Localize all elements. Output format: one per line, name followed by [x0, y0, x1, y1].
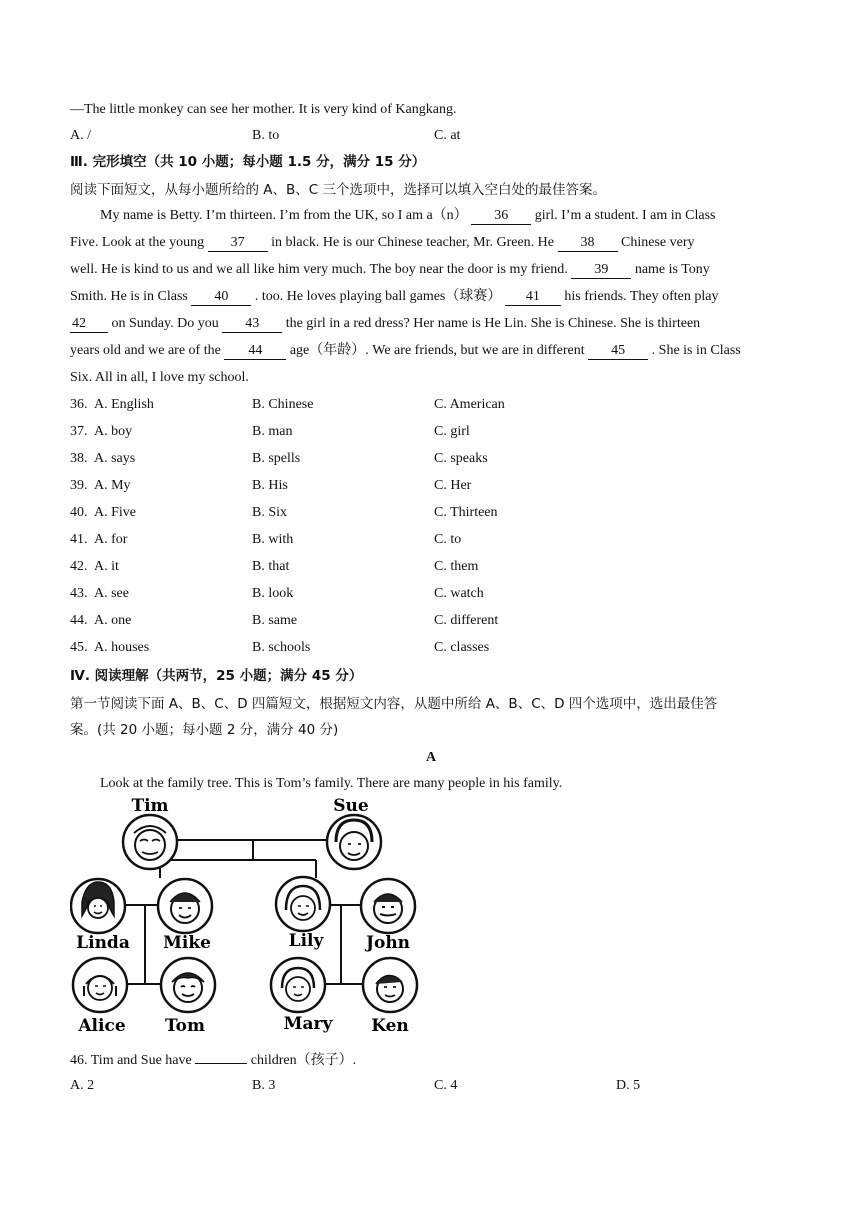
blank-36: 36 [471, 208, 531, 225]
portrait-tom [161, 958, 215, 1012]
portrait-tim [123, 815, 177, 869]
option-b: B. spells [252, 451, 301, 466]
passage-text: Smith. He is in Class [70, 289, 188, 304]
passage-text: . too. He loves playing ball games（球赛） [254, 289, 502, 304]
option-b: B. that [252, 559, 290, 574]
passage-text: Five. Look at the young [70, 235, 205, 250]
question-number: 39. [70, 478, 88, 493]
blank-42: 42 [70, 316, 108, 333]
passage-text: name is Tony [634, 262, 710, 277]
option-a: A. My [94, 478, 131, 493]
option-b: B. same [252, 613, 298, 628]
question-number: 38. [70, 451, 88, 466]
option-a: A. houses [94, 640, 150, 655]
option-d: D. 5 [616, 1078, 641, 1093]
passage-line-7: Six. All in all, I love my school. [70, 370, 249, 385]
passage-intro: Look at the family tree. This is Tom’s family. There are many people in his family. [100, 776, 563, 791]
section-4-heading: Ⅳ. 阅读理解（共两节，25 小题；满分 45 分） [70, 668, 363, 684]
blank-41: 41 [505, 289, 561, 306]
passage-text: . She is in Class [651, 343, 741, 358]
question-number: 42. [70, 559, 88, 574]
passage-line-2 [70, 233, 694, 253]
option-b: B. schools [252, 640, 311, 655]
option-b: B. His [252, 478, 288, 493]
passage-text: on Sunday. Do you [111, 316, 219, 331]
option-b: B. Six [252, 505, 288, 520]
passage-line-3 [70, 260, 710, 280]
question-number: 45. [70, 640, 88, 655]
portrait-john [361, 879, 415, 933]
portrait-alice [73, 958, 127, 1012]
section-4-instruction-1: 第一节阅读下面 A、B、C、D 四篇短文，根据短文内容，从题中所给 A、B、C、D 四个选项中，选出最佳答 [70, 696, 718, 712]
portrait-lily [276, 877, 330, 931]
passage-text: age（年龄）. We are friends, but we are in different [289, 343, 585, 358]
question-number: 43. [70, 586, 88, 601]
passage-label: A [425, 750, 437, 765]
option-a: A. it [94, 559, 119, 574]
option-c: C. American [434, 397, 505, 412]
option-a: A. one [94, 613, 132, 628]
name-label-john: John [365, 933, 411, 953]
blank-44: 44 [224, 343, 286, 360]
passage-text: girl. I’m a student. I am in Class [534, 208, 716, 223]
option-a: A. for [94, 532, 128, 547]
option-c: C. to [434, 532, 462, 547]
option-a: A. boy [94, 424, 133, 439]
family-tree-figure [70, 798, 422, 1038]
question-line: —The little monkey can see her mother. It is very kind of Kangkang. [70, 102, 457, 117]
option-c: C. Thirteen [434, 505, 498, 520]
section-3-instruction: 阅读下面短文，从每小题所给的 A、B、C 三个选项中，选择可以填入空白处的最佳答案。 [70, 182, 607, 198]
portrait-mary [271, 958, 325, 1012]
option-a: A. 2 [70, 1078, 95, 1093]
blank-40: 40 [191, 289, 251, 306]
passage-text: in black. He is our Chinese teacher, Mr. Green. He [271, 235, 554, 250]
blank-39: 39 [571, 262, 631, 279]
name-label-lily: Lily [288, 931, 324, 951]
passage-text: well. He is kind to us and we all like him very much. The boy near the door is my friend. [70, 262, 568, 277]
passage-text: the girl in a red dress? Her name is He Lin. She is Chinese. She is thirteen [285, 316, 701, 331]
question-stem: 46. Tim and Sue have [70, 1053, 192, 1068]
option-b: B. to [252, 128, 280, 143]
section-3-heading: Ⅲ. 完形填空（共 10 小题；每小题 1.5 分，满分 15 分） [70, 154, 426, 170]
answer-blank [195, 1049, 247, 1064]
question-number: 37. [70, 424, 88, 439]
blank-43: 43 [222, 316, 282, 333]
option-c: C. speaks [434, 451, 488, 466]
section-4-instruction-2: 案。(共 20 小题；每小题 2 分，满分 40 分) [70, 722, 339, 738]
blank-38: 38 [558, 235, 618, 252]
option-b: B. look [252, 586, 294, 601]
question-stem: children（孩子）. [250, 1053, 357, 1068]
passage-line-5 [70, 314, 700, 334]
option-a: A. English [94, 397, 154, 412]
question-46 [70, 1049, 356, 1071]
question-number: 40. [70, 505, 88, 520]
option-b: B. Chinese [252, 397, 314, 412]
passage-text: Chinese very [621, 235, 695, 250]
name-label-alice: Alice [78, 1016, 126, 1036]
name-label-ken: Ken [371, 1016, 409, 1036]
name-label-mary: Mary [283, 1014, 333, 1034]
option-b: B. man [252, 424, 293, 439]
option-b: B. 3 [252, 1078, 276, 1093]
name-label-mike: Mike [163, 933, 211, 953]
option-c: C. watch [434, 586, 484, 601]
option-a: A. / [70, 128, 91, 143]
option-c: C. 4 [434, 1078, 458, 1093]
name-label-tom: Tom [164, 1016, 206, 1036]
portrait-sue [327, 815, 381, 869]
portrait-mike [158, 879, 212, 933]
question-number: 41. [70, 532, 88, 547]
portrait-linda [71, 879, 125, 933]
passage-line-1 [100, 206, 716, 226]
question-number: 36. [70, 397, 88, 412]
passage-line-6 [70, 341, 741, 361]
blank-37: 37 [208, 235, 268, 252]
option-c: C. girl [434, 424, 470, 439]
passage-text: My name is Betty. I’m thirteen. I’m from the UK, so I am a（n） [100, 208, 468, 223]
option-a: A. see [94, 586, 129, 601]
option-c: C. them [434, 559, 479, 574]
option-c: C. classes [434, 640, 490, 655]
passage-text: years old and we are of the [70, 343, 221, 358]
option-c: C. at [434, 128, 461, 143]
option-c: C. different [434, 613, 499, 628]
option-a: A. says [94, 451, 136, 466]
name-label-tim: Tim [131, 798, 169, 816]
option-c: C. Her [434, 478, 472, 493]
question-number: 44. [70, 613, 88, 628]
portrait-ken [363, 958, 417, 1012]
name-label-linda: Linda [76, 933, 130, 953]
name-label-sue: Sue [333, 798, 369, 816]
passage-line-4 [70, 287, 719, 307]
passage-text: his friends. They often play [564, 289, 719, 304]
option-a: A. Five [94, 505, 136, 520]
option-b: B. with [252, 532, 294, 547]
blank-45: 45 [588, 343, 648, 360]
